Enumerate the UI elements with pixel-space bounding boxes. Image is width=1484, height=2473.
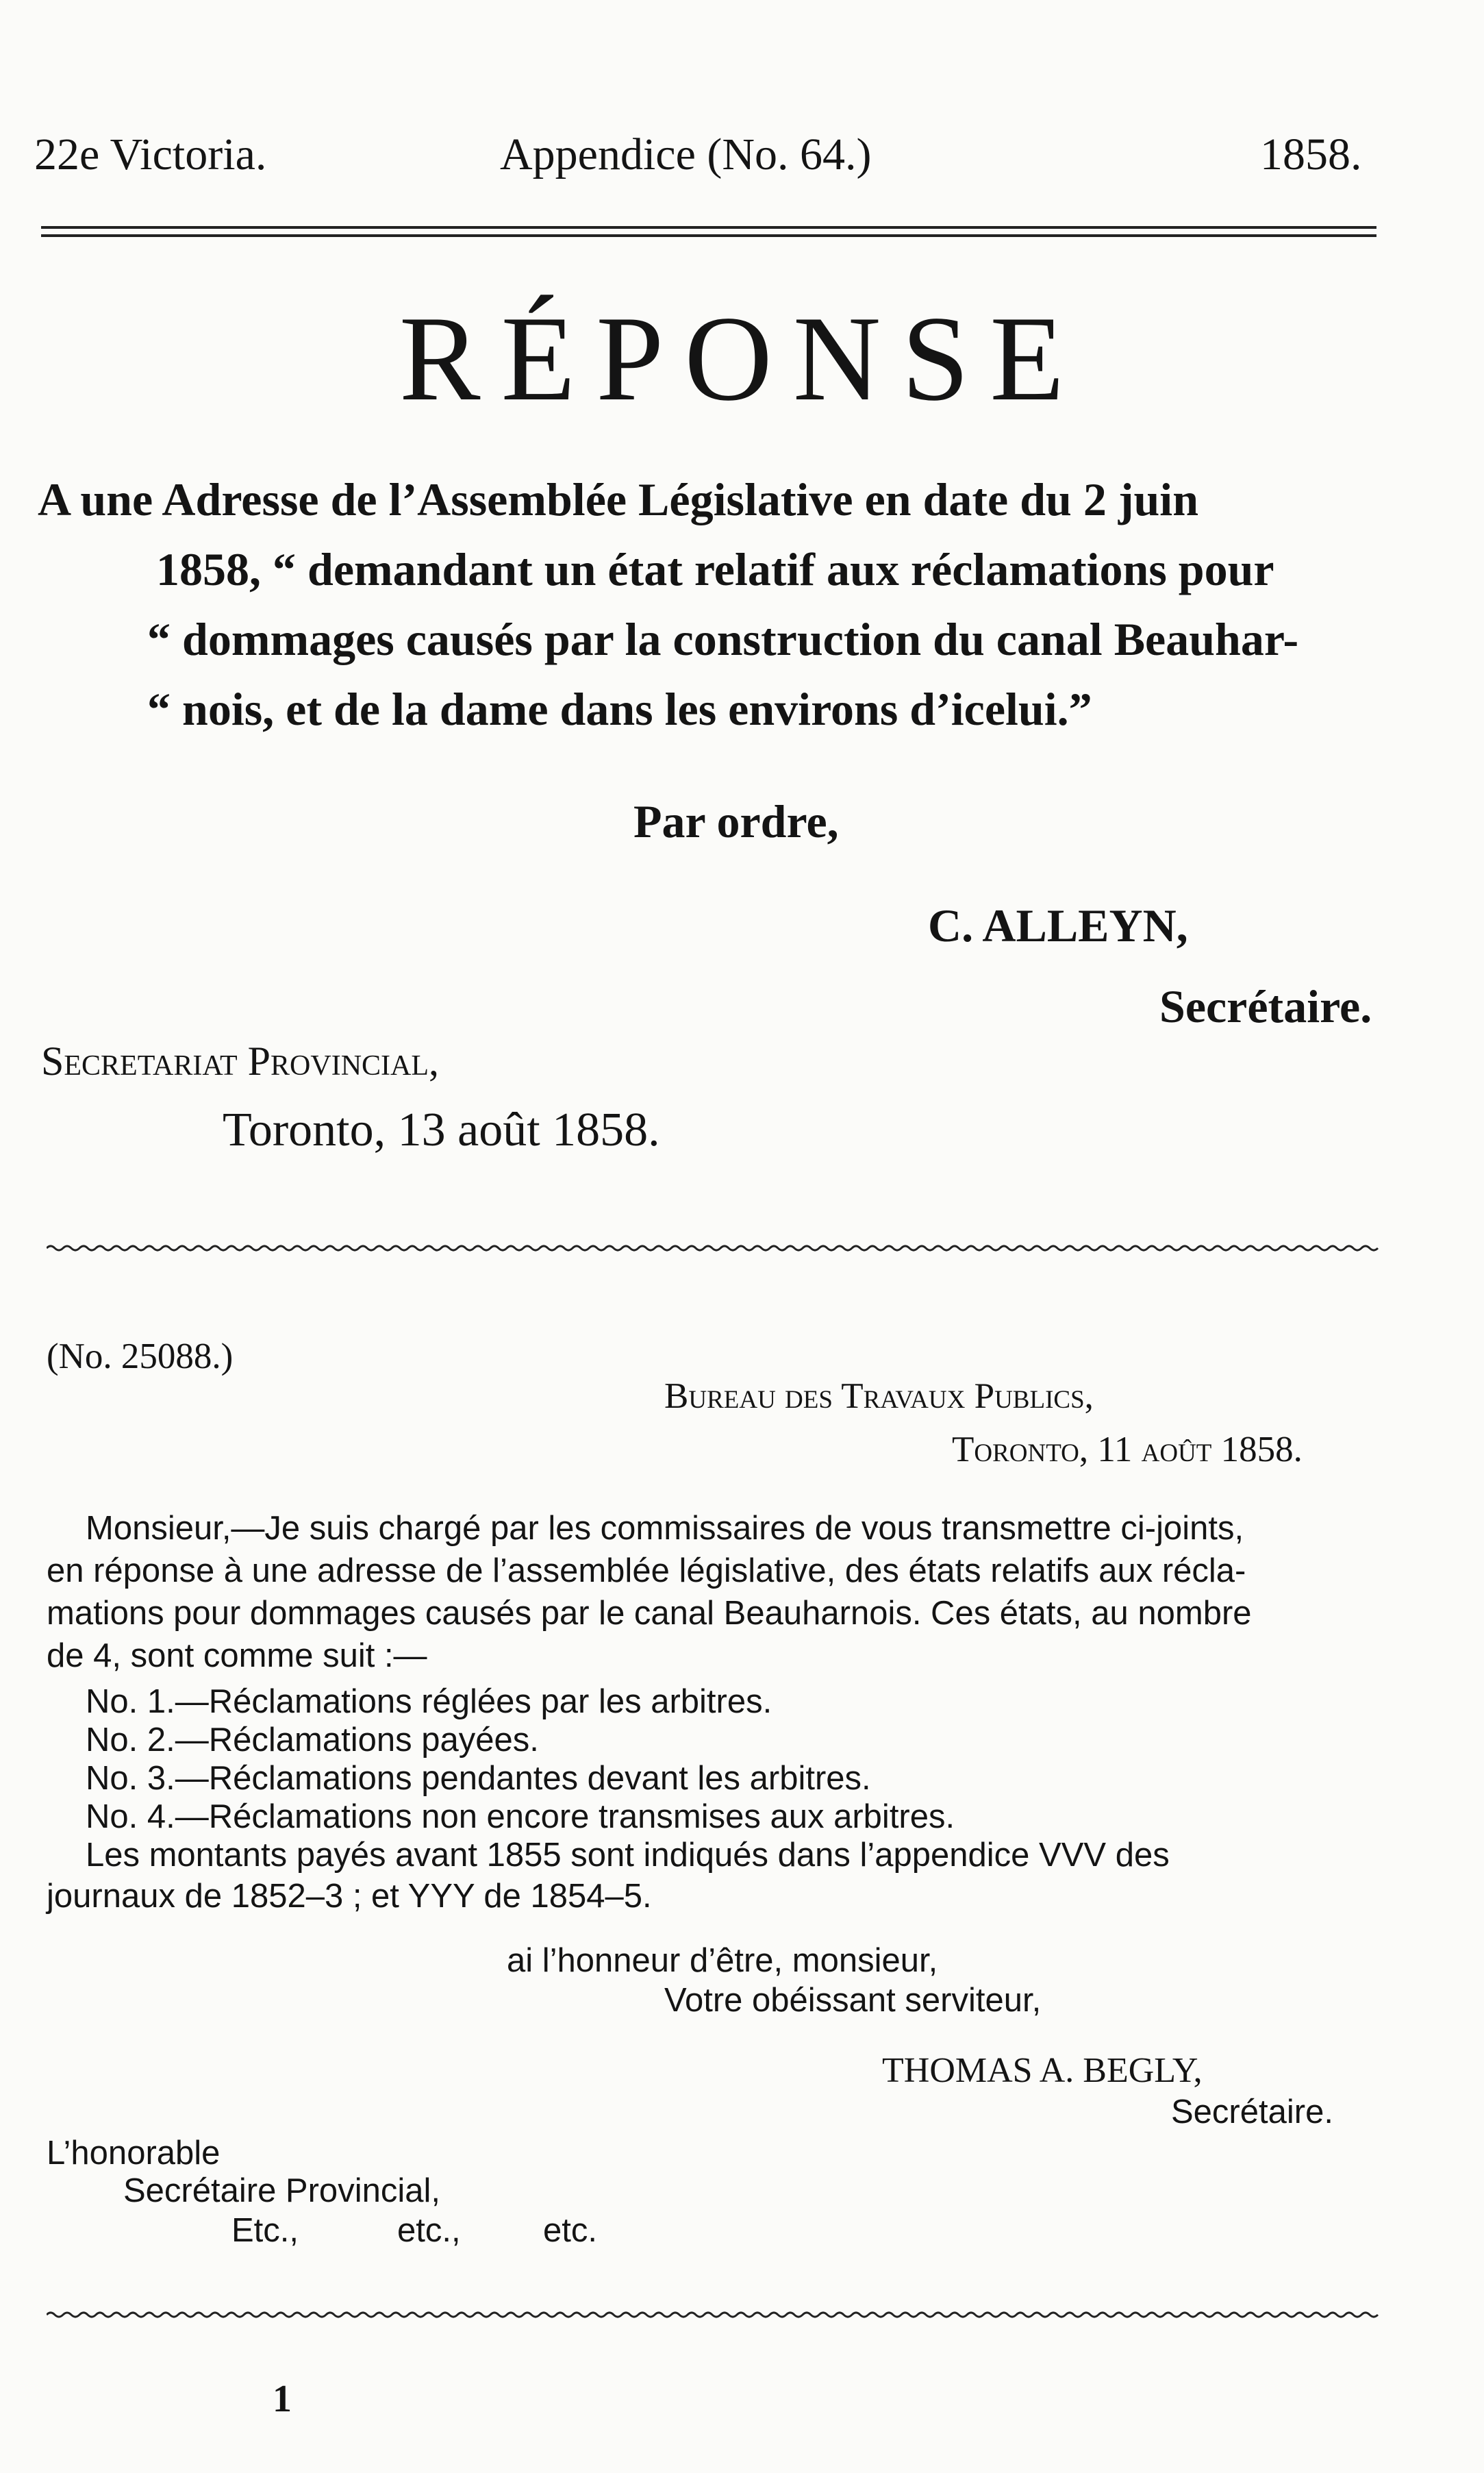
signatory-title: Secrétaire. [1159,980,1372,1032]
address-line-1: A une Adresse de l’Assemblée Législative en date du 2 juin [38,473,1199,525]
paragraph-line-1: Monsieur,—Je suis chargé par les commissaires de vous transmettre ci-joints, [86,1510,1244,1547]
header-left: 22e Victoria. [34,129,267,179]
origin-place-date: Toronto, 13 août 1858. [223,1104,660,1156]
wavy-rule [47,1243,1382,1253]
address-line-2: 1858, “ demandant un état relatif aux réclamations pour [156,543,1274,595]
list-item: No. 1.—Réclamations réglées par les arbitres. [86,1683,772,1720]
etc-1: Etc., [231,2212,299,2249]
address-line-4: “ nois, et de la dame dans les environs d’icelui.” [147,683,1092,735]
page-number: 1 [273,2378,292,2420]
address-line-3: “ dommages causés par la construction du canal Beauhar- [147,613,1299,665]
signatory-name: C. ALLEYN, [928,899,1188,952]
addressee-title: Secrétaire Provincial, [123,2172,440,2209]
paragraph-line-4: de 4, sont comme suit :— [47,1637,427,1674]
letter-place-date: Toronto, 11 août 1858. [952,1430,1303,1469]
par-ordre: Par ordre, [633,795,839,847]
addressee: L’honorable [47,2135,221,2172]
wavy-rule [47,2310,1382,2320]
closing-line-1: ai l’honneur d’être, monsieur, [507,1942,938,1979]
page-title: RÉPONSE [399,290,1085,426]
amounts-line-2: journaux de 1852–3 ; et YYY de 1854–5. [47,1878,652,1915]
closing-line-2: Votre obéissant serviteur, [664,1982,1042,2019]
origin-office: Secretariat Provincial, [41,1039,440,1084]
paragraph-line-3: mations pour dommages causés par le canal Beauharnois. Ces états, au nombre [47,1595,1252,1632]
amounts-line-1: Les montants payés avant 1855 sont indiqués dans l’appendice VVV des [86,1837,1170,1874]
letter-number: (No. 25088.) [47,1337,234,1376]
letter-office: Bureau des Travaux Publics, [664,1376,1094,1416]
etc-2: etc., [397,2212,461,2249]
paragraph-line-2: en réponse à une adresse de l’assemblée législative, des états relatifs aux récla- [47,1552,1246,1589]
letter-signatory-title: Secrétaire. [1171,2093,1333,2130]
list-item: No. 3.—Réclamations pendantes devant les arbitres. [86,1760,871,1797]
list-item: No. 4.—Réclamations non encore transmises aux arbitres. [86,1798,955,1835]
header-right: 1858. [1260,129,1362,179]
header-center: Appendice (No. 64.) [500,129,872,179]
letter-signatory: THOMAS A. BEGLY, [882,2051,1203,2090]
list-item: No. 2.—Réclamations payées. [86,1722,539,1759]
etc-3: etc. [543,2212,597,2249]
header-rule [41,226,1376,237]
